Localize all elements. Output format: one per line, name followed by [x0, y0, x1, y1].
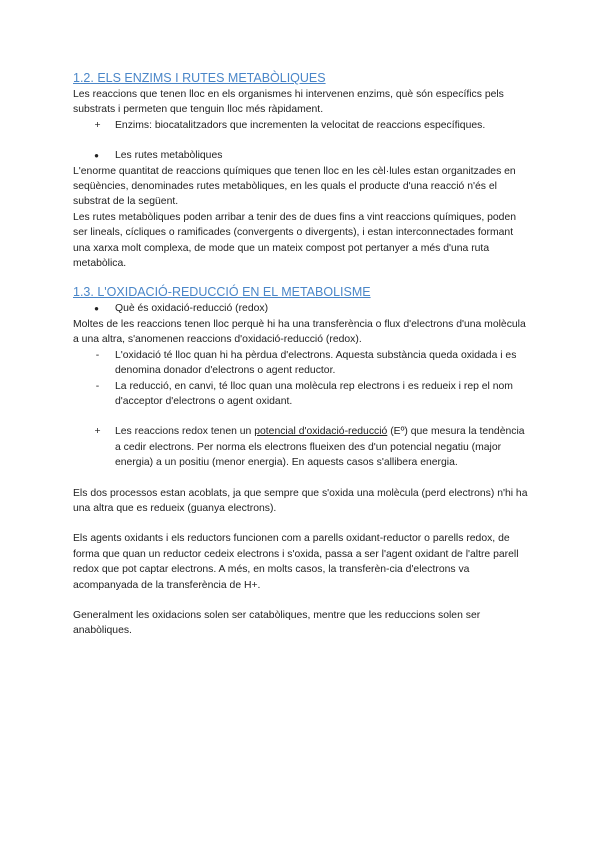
spacer [73, 516, 528, 531]
plus-marker: + [94, 119, 101, 131]
bullet-marker: ● [94, 304, 99, 314]
spacer [73, 593, 528, 608]
paragraph-enzims-intro: Les reaccions que tenen lloc en els organismes hi intervenen enzims, què són específics pels substrats i permeten que tenguin lloc més ràpidament. [73, 89, 504, 116]
list-item-text: La reducció, en canvi, té lloc quan una molècula rep electrons i es redueix i rep el nom d'acceptor d'electrons o agent oxidant. [115, 380, 513, 407]
list-item-text: Enzims: biocatalitzadors que incrementen la velocitat de reaccions específiques. [115, 119, 486, 131]
text-run: Les reaccions redox tenen un [115, 426, 255, 438]
list-item-text: L'oxidació té lloc quan hi ha pèrdua d'electrons. Aquesta substància queda oxidada i es denomina donador d'electrons o agent reductor. [115, 349, 517, 377]
bullet-marker: ● [94, 151, 99, 161]
dash-marker: - [95, 349, 100, 361]
dash-marker: - [95, 380, 100, 392]
list-item-text: Les rutes metabòliques [115, 150, 223, 162]
spacer [73, 133, 528, 148]
underlined-term: potencial d'oxidació-reducció [254, 426, 388, 438]
paragraph-acoblats: Els dos processos estan acoblats, ja que sempre que s'oxida una molècula (perd electrons) n'hi ha una altra que es redueix (guanya electrons). [73, 487, 528, 514]
plus-marker: + [94, 426, 101, 438]
document-content [73, 70, 528, 639]
section-heading-enzims: 1.2. ELS ENZIMS I RUTES METABÒLIQUES [73, 71, 326, 85]
paragraph-redox-intro: Moltes de les reaccions tenen lloc perquè hi ha una transferència o flux d'electrons d'una molècula a una altra, s'anomenen reaccions d'oxidació-reducció (redox). [73, 318, 526, 346]
spacer [73, 409, 528, 424]
text-run: (Eº) que mesura la tendència a cedir electrons. Per norma els electrons flueixen des d'un potencial negatiu (major energia) a un positiu (menor energia). En aquests casos s'allibera energia. [115, 426, 525, 469]
spacer [73, 271, 528, 284]
list-item-potencial [73, 424, 528, 470]
section-heading-redox: 1.3. L'OXIDACIÓ-REDUCCIÓ EN EL METABOLISME [73, 285, 371, 300]
list-item-enzims [73, 118, 528, 133]
paragraph-generalment: Generalment les oxidacions solen ser catabòliques, mentre que les reduccions solen ser anabòliques. [73, 609, 481, 637]
spacer [73, 471, 528, 486]
paragraph-rutes-2: Les rutes metabòliques poden arribar a tenir des de dues fins a vint reaccions químiques, poden ser lineals, cícliques o ramificades (convergents o divergents), i estan interconnectades formant una xarxa molt complexa, de mode que un mateix compost pot pertanyer a més d'una ruta metabòlica. [73, 211, 517, 270]
list-item-rutes [73, 148, 528, 163]
paragraph-rutes-1: L'enorme quantitat de reaccions químiques que tenen lloc en les cèl·lules estan organitzades en seqüències, denominades rutes metabòliques, en les quals el producte d'una reacció n'és el substrat de la següent. [73, 165, 516, 208]
list-item-reduccio [73, 379, 528, 410]
paragraph-agents: Els agents oxidants i els reductors funcionen com a parells oxidant-reductor o parells redox, de forma que quan un reductor cedeix electrons i s'oxida, passa a ser l'agent oxidant de l'altre parell redox que pot captar electrons. A més, en molts casos, la transferèn-cia d'electrons va acompanyada de la transferència de H+. [73, 533, 519, 591]
list-item-text: Què és oxidació-reducció (redox) [115, 303, 269, 315]
list-item-que-es-redox [73, 301, 528, 316]
list-item-text [108, 424, 528, 470]
list-item-oxidacio [73, 348, 528, 379]
